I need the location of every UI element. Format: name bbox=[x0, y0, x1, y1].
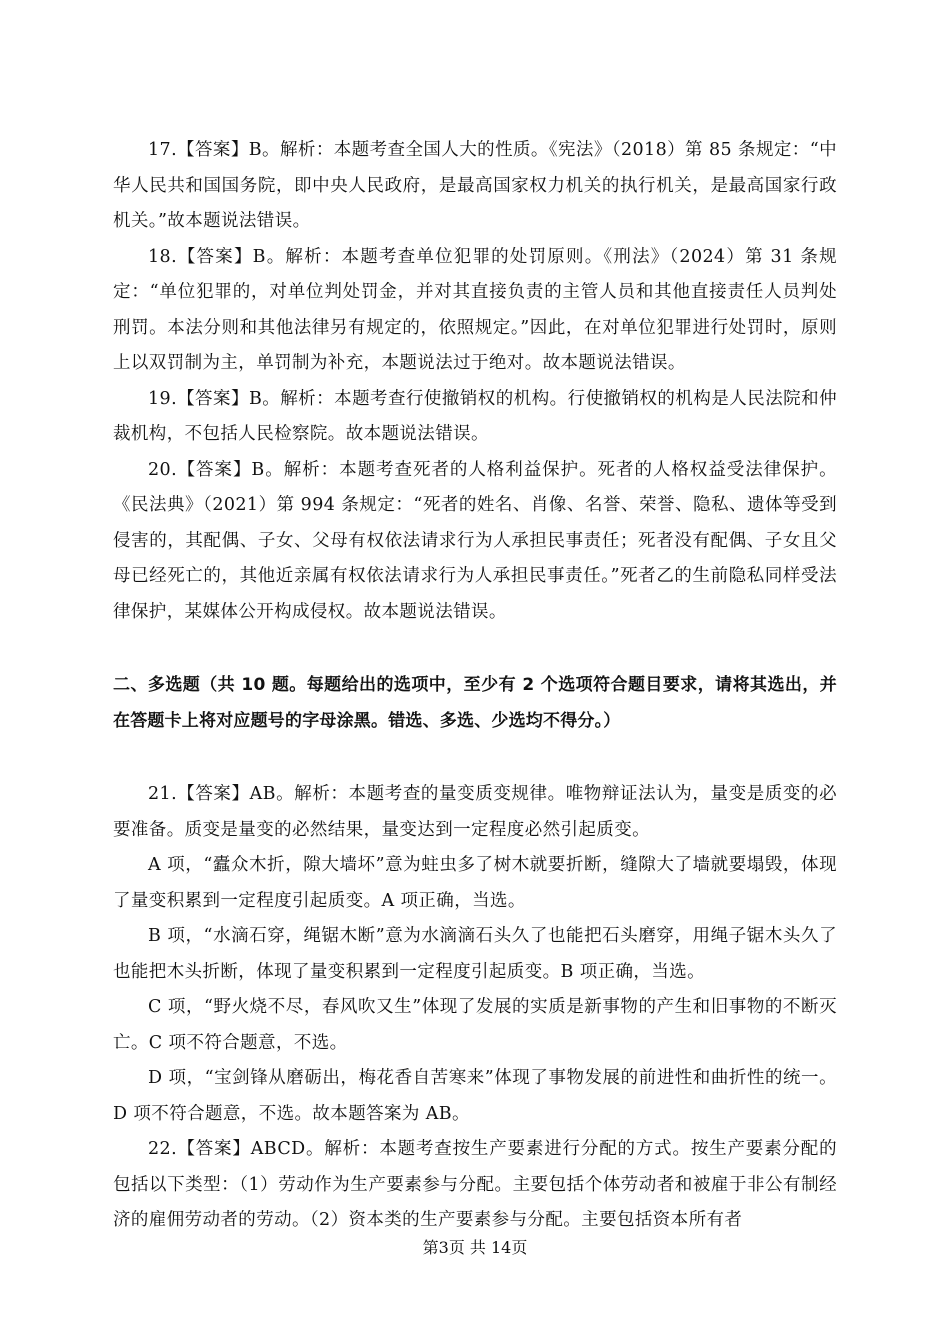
answer-21-paragraph: 21.【答案】AB。解析：本题考查的量变质变规律。唯物辩证法认为，量变是质变的必要准备。质变是量变的必然结果，量变达到一定程度必然引起质变。 bbox=[113, 784, 837, 840]
answer-21-option-a: A 项，“蠹众木折，隙大墙坏”意为蛀虫多了树木就要折断，缝隙大了墙就要塌毁，体现了量变积累到一定程度引起质变。A 项正确，当选。 bbox=[113, 855, 837, 911]
answer-17-paragraph: 17.【答案】B。解析：本题考查全国人大的性质。《宪法》（2018）第 85 条规定：“中华人民共和国国务院，即中央人民政府，是最高国家权力机关的执行机关，是最高国家行政机关。”故本题说法错误。 bbox=[113, 140, 837, 231]
answer-21-option-b: B 项，“水滴石穿，绳锯木断”意为水滴滴石头久了也能把石头磨穿，用绳子锯木头久了也能把木头折断，体现了量变积累到一定程度引起质变。B 项正确，当选。 bbox=[113, 926, 837, 982]
answer-21-option-d: D 项，“宝剑锋从磨砺出，梅花香自苦寒来”体现了事物发展的前进性和曲折性的统一。D 项不符合题意，不选。故本题答案为 AB。 bbox=[113, 1068, 837, 1124]
answer-22-paragraph: 22.【答案】ABCD。解析：本题考查按生产要素进行分配的方式。按生产要素分配的包括以下类型：（1）劳动作为生产要素参与分配。主要包括个体劳动者和被雇于非公有制经济的雇佣劳动者的劳动。（2）资本类的生产要素参与分配。主要包括资本所有者 bbox=[113, 1139, 837, 1230]
page-content bbox=[113, 133, 837, 1239]
section-heading-multiple-choice: 二、多选题（共 10 题。每题给出的选项中，至少有 2 个选项符合题目要求，请将其选出，并在答题卡上将对应题号的字母涂黑。错选、多选、少选均不得分。） bbox=[113, 675, 837, 731]
answer-21-option-c: C 项，“野火烧不尽，春风吹又生”体现了发展的实质是新事物的产生和旧事物的不断灭亡。C 项不符合题意，不选。 bbox=[113, 997, 837, 1053]
answer-19-paragraph: 19.【答案】B。解析：本题考查行使撤销权的机构。行使撤销权的机构是人民法院和仲裁机构，不包括人民检察院。故本题说法错误。 bbox=[113, 388, 837, 444]
answer-20-paragraph: 20.【答案】B。解析：本题考查死者的人格利益保护。死者的人格权益受法律保护。《民法典》（2021）第 994 条规定：“死者的姓名、肖像、名誉、荣誉、隐私、遗体等受到侵害的，其配偶、子女、父母有权依法请求行为人承担民事责任；死者没有配偶、子女且父母已经死亡的，其他近亲属有权依法请求行为人承担民事责任。”死者乙的生前隐私同样受法律保护，某媒体公开构成侵权。故本题说法错误。 bbox=[113, 459, 837, 622]
page-footer: 第3页 共 14页 bbox=[422, 1238, 528, 1257]
answer-18-paragraph: 18.【答案】B。解析：本题考查单位犯罪的处罚原则。《刑法》（2024）第 31 条规定：“单位犯罪的，对单位判处罚金，并对其直接负责的主管人员和其他直接责任人员判处刑罚。本法分则和其他法律另有规定的，依照规定。”因此，在对单位犯罪进行处罚时，原则上以双罚制为主，单罚制为补充，本题说法过于绝对。故本题说法错误。 bbox=[113, 246, 837, 373]
